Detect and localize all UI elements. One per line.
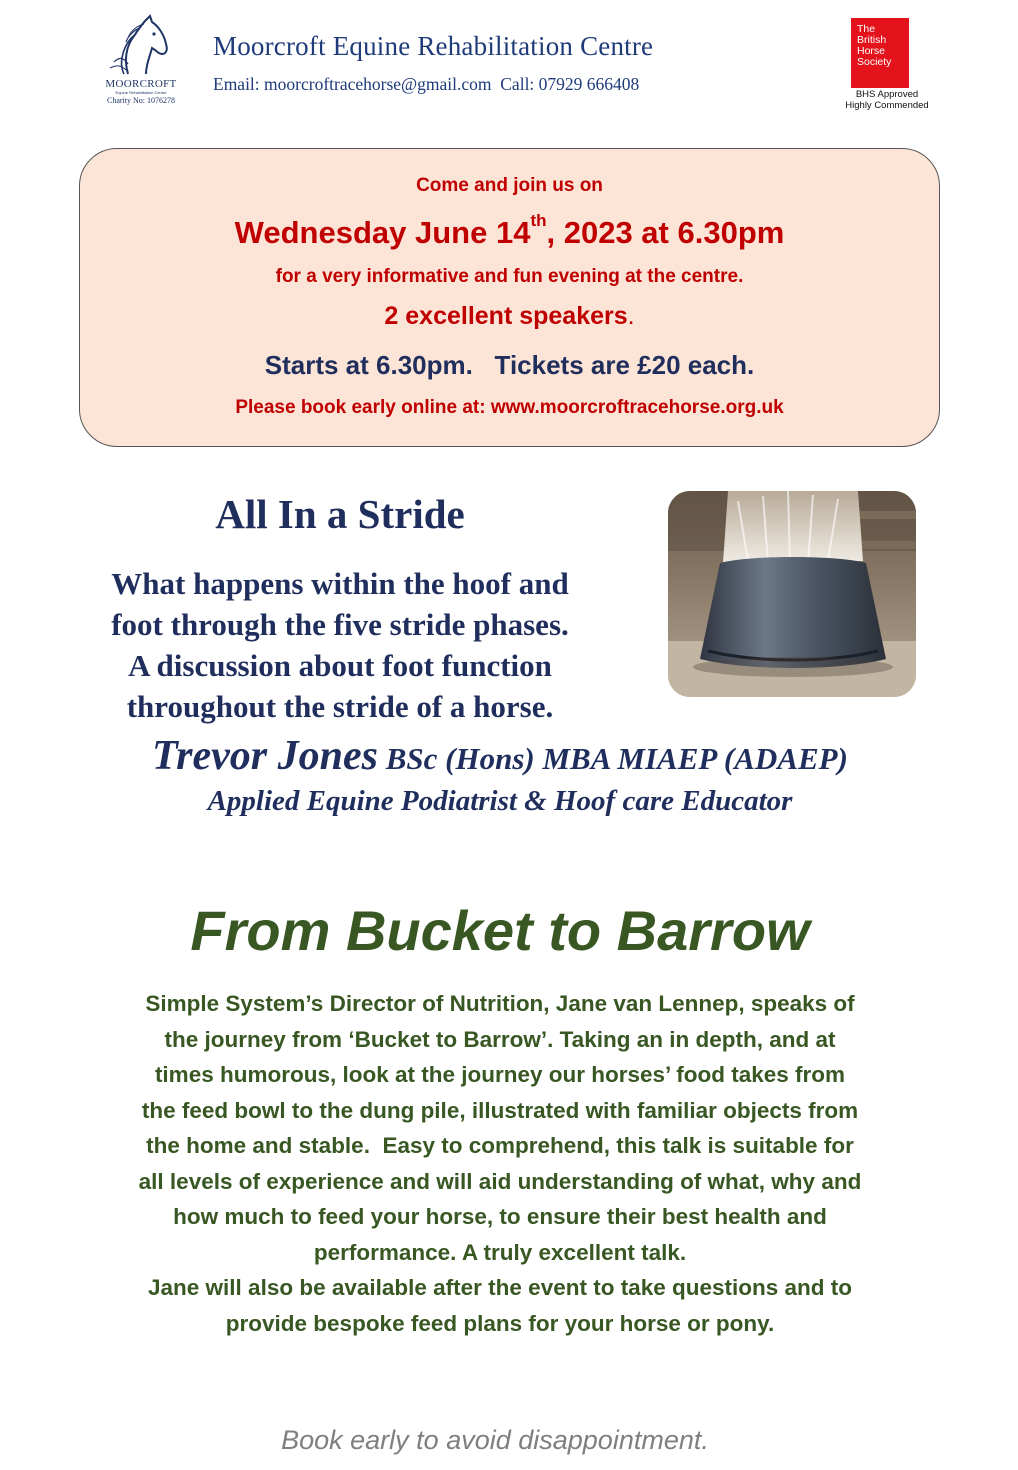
talk1-description-line: What happens within the hoof and bbox=[111, 566, 569, 601]
talk2-title: From Bucket to Barrow bbox=[190, 899, 810, 962]
bhs-logo-line: Society bbox=[857, 56, 892, 68]
tickets-text: Starts at 6.30pm. Tickets are £20 each. bbox=[264, 350, 755, 380]
talk2-description-line: performance. A truly excellent talk. bbox=[313, 1239, 687, 1265]
talk2-description-line: the journey from ‘Bucket to Barrow’. Taking an in depth, and at bbox=[164, 1026, 836, 1052]
talk1-speaker bbox=[0, 732, 1000, 780]
hoof-photo bbox=[668, 491, 916, 697]
talk2-description-line: the feed bowl to the dung pile, illustrated with familiar objects from bbox=[141, 1097, 859, 1123]
talk1-description bbox=[50, 563, 630, 727]
talk2-description bbox=[30, 986, 970, 1341]
bhs-approved: BHS Approved bbox=[855, 89, 919, 100]
org-name: Moorcroft Equine Rehabilitation Centre bbox=[213, 31, 654, 61]
talk2-description-line: times humorous, look at the journey our horses’ food takes from bbox=[154, 1062, 846, 1087]
talk2-description-line: the home and stable. Easy to comprehend, this talk is suitable for bbox=[146, 1133, 854, 1158]
org-contact: Email: moorcroftracehorse@gmail.com Call: 07929 666408 bbox=[213, 74, 640, 94]
speaker1-role: Applied Equine Podiatrist & Hoof care Educator bbox=[207, 785, 793, 817]
moorcroft-logo bbox=[92, 12, 190, 112]
event-date bbox=[80, 211, 939, 251]
speakers-count: 2 excellent speakers bbox=[384, 302, 628, 330]
event-date-suffix: th bbox=[530, 211, 547, 230]
talk2-description-line: all levels of experience and will aid understanding of what, why and bbox=[138, 1168, 862, 1194]
speaker1-name: Trevor Jones bbox=[152, 733, 378, 779]
talk1-description-line: A discussion about foot function bbox=[128, 648, 552, 683]
talk2-description-line: how much to feed your horse, to ensure their best health and bbox=[173, 1204, 827, 1229]
talk2-description-line: Simple System’s Director of Nutrition, Jane van Lennep, speaks of bbox=[145, 991, 855, 1016]
evening-text: for a very informative and fun evening at the centre. bbox=[275, 266, 744, 287]
event-date-rest: , 2023 at 6.30pm bbox=[546, 215, 785, 250]
horse-head-icon bbox=[106, 12, 176, 80]
talk2-description-line: provide bespoke feed plans for your horse or pony. bbox=[225, 1310, 775, 1336]
footer-note: Book early to avoid disappointment. bbox=[281, 1425, 709, 1455]
talk1-description-line: throughout the stride of a horse. bbox=[126, 689, 554, 724]
event-details-box bbox=[79, 148, 940, 447]
logo-subtitle: Equine Rehabilitation Centre bbox=[115, 90, 167, 95]
bhs-logo bbox=[851, 18, 909, 88]
talk2-description-line: Jane will also be available after the event to take questions and to bbox=[148, 1275, 852, 1300]
speakers-period: . bbox=[627, 302, 635, 330]
event-date-main: Wednesday June 14 bbox=[234, 215, 531, 250]
bhs-logo-line: British bbox=[857, 34, 887, 46]
join-text: Come and join us on bbox=[416, 175, 603, 196]
bhs-logo-line: The bbox=[857, 23, 876, 35]
booking-link[interactable]: Please book early online at: www.moorcroftracehorse.org.uk bbox=[235, 397, 784, 418]
bhs-commended: Highly Commended bbox=[845, 100, 929, 111]
bhs-logo-line: Horse bbox=[857, 45, 886, 57]
talk1-title: All In a Stride bbox=[215, 491, 465, 537]
talk1-description-line: foot through the five stride phases. bbox=[111, 607, 569, 642]
charity-number: Charity No: 1076278 bbox=[107, 96, 175, 105]
speaker1-qualifications: BSc (Hons) MBA MIAEP (ADAEP) bbox=[377, 741, 848, 776]
bhs-caption bbox=[832, 89, 942, 111]
speakers-text bbox=[80, 302, 939, 331]
logo-name: MOORCROFT bbox=[105, 78, 177, 90]
